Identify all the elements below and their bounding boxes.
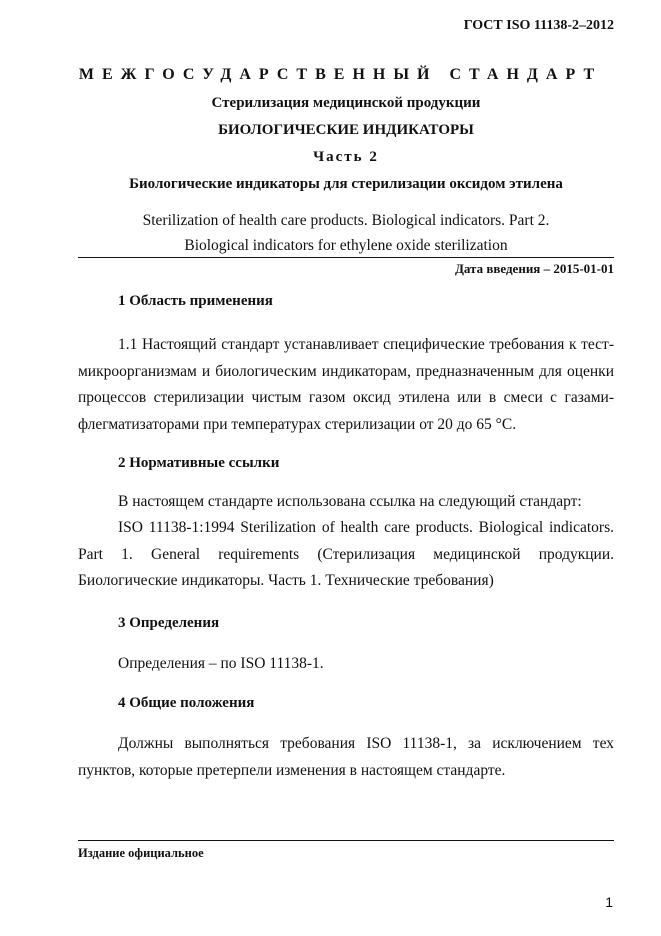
official-edition-note: Издание официальное bbox=[78, 846, 204, 860]
main-title: МЕЖГОСУДАРСТВЕННЫЙ СТАНДАРТ bbox=[78, 66, 603, 83]
part-label: Часть 2 bbox=[313, 149, 379, 165]
english-title-line-1: Sterilization of health care products. Biological indicators. Part 2. bbox=[142, 212, 550, 229]
subtitle-ethylene-oxide: Биологические индикаторы для стерилизации оксидом этилена bbox=[129, 176, 563, 192]
section-paragraph-general: Должны выполняться требования ISO 11138-1, за исключением тех пунктов, которые претерпели изменения в настоящем стандарте. bbox=[78, 735, 614, 779]
document-code: ГОСТ ISO 11138-2‒2012 bbox=[463, 18, 614, 33]
section-heading-definitions: 3 Определения bbox=[118, 615, 220, 631]
english-title-line-2: Biological indicators for ethylene oxide sterilization bbox=[184, 237, 508, 254]
section-paragraph-scope: 1.1 Настоящий стандарт устанавливает специфические требования к тест-микроорганизмам и биологическим индикаторам, предназначенным для оценки процессов стерилизации чистым газом оксид этилена или в смеси с газами-флегматизаторами при температурах стерилизации от 20 до 65 °С. bbox=[78, 336, 614, 433]
title-divider bbox=[78, 257, 614, 258]
section-heading-general: 4 Общие положения bbox=[118, 695, 255, 711]
introduction-date: Дата введения – 2015-01-01 bbox=[454, 261, 614, 276]
section-paragraph-definitions: Определения – по ISO 11138-1. bbox=[118, 655, 324, 672]
subtitle-sterilization: Стерилизация медицинской продукции bbox=[211, 95, 481, 111]
section-paragraph-references-item: ISO 11138-1:1994 Sterilization of health care products. Biological indicators. Part 1. General requirements (Стерилизация медицинской продукции. Биологические индикаторы. Часть 1. Технические требования) bbox=[78, 519, 614, 589]
subtitle-biological-indicators: БИОЛОГИЧЕСКИЕ ИНДИКАТОРЫ bbox=[218, 122, 474, 138]
section-heading-scope: 1 Область применения bbox=[118, 293, 273, 309]
footer-divider bbox=[78, 840, 614, 841]
section-heading-references: 2 Нормативные ссылки bbox=[118, 455, 280, 471]
section-paragraph-references-intro: В настоящем стандарте использована ссылка на следующий стандарт: bbox=[118, 493, 582, 510]
page-number: 1 bbox=[605, 894, 613, 910]
